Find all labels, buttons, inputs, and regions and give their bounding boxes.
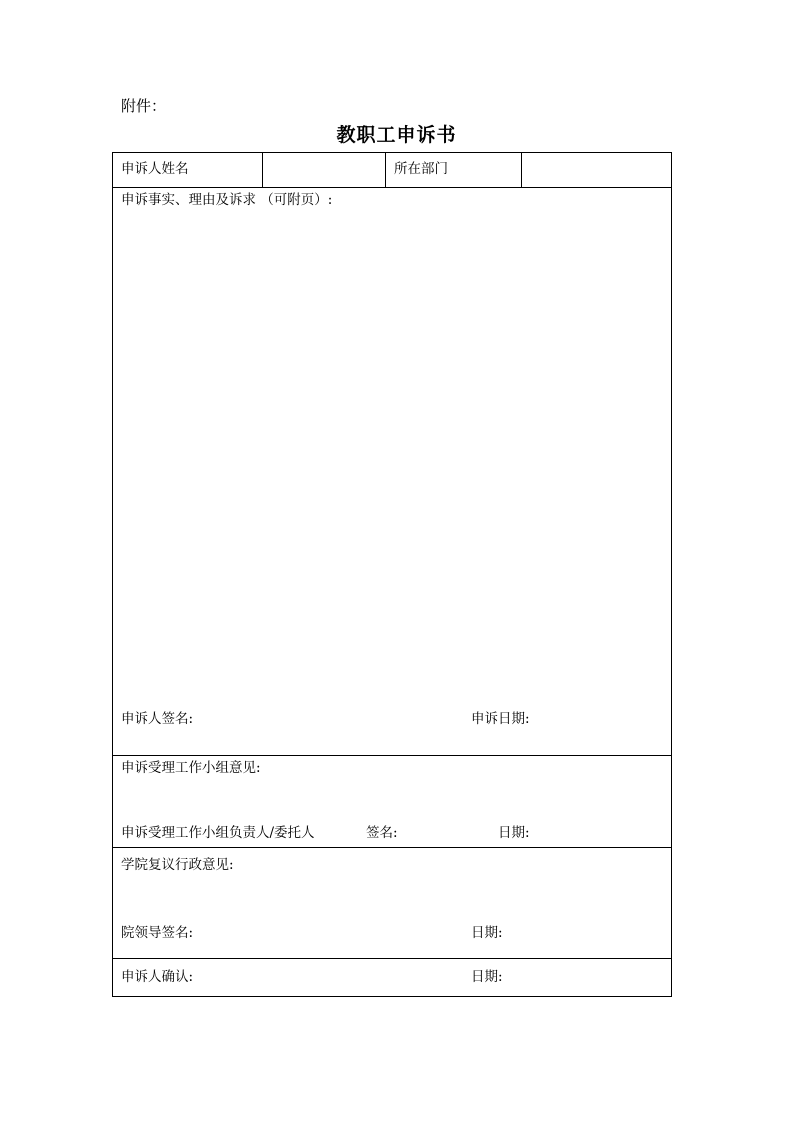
facts-label: 申诉事实、理由及诉求 （可附页）:	[121, 192, 333, 208]
department-label-cell	[386, 153, 522, 187]
department-label: 所在部门	[394, 161, 448, 177]
facts-section[interactable]	[113, 188, 671, 756]
college-date-label: 日期:	[471, 925, 503, 941]
attachment-label: 附件：	[121, 97, 167, 115]
group-date-label: 日期:	[498, 825, 530, 841]
group-sign-label: 签名:	[366, 825, 398, 841]
document-title: 教职工申诉书	[336, 124, 457, 146]
confirm-date-label: 日期:	[471, 969, 503, 985]
applicant-info-row	[113, 153, 671, 188]
confirmation-section[interactable]	[113, 959, 671, 996]
college-review-section[interactable]	[113, 848, 671, 959]
college-leader-sign-label: 院领导签名:	[121, 925, 194, 941]
department-field[interactable]	[522, 153, 671, 187]
complaint-date-label: 申诉日期:	[471, 711, 530, 727]
applicant-name-field[interactable]	[263, 153, 386, 187]
group-leader-label: 申诉受理工作小组负责人/委托人	[121, 825, 315, 841]
applicant-signature-label: 申诉人签名:	[121, 711, 194, 727]
group-opinion-label: 申诉受理工作小组意见:	[121, 760, 261, 776]
complaint-form-table	[112, 152, 672, 997]
name-label-cell	[113, 153, 263, 187]
group-opinion-section[interactable]	[113, 756, 671, 848]
applicant-name-label: 申诉人姓名	[121, 161, 189, 177]
applicant-confirm-label: 申诉人确认:	[121, 969, 194, 985]
college-review-label: 学院复议行政意见:	[121, 857, 234, 873]
